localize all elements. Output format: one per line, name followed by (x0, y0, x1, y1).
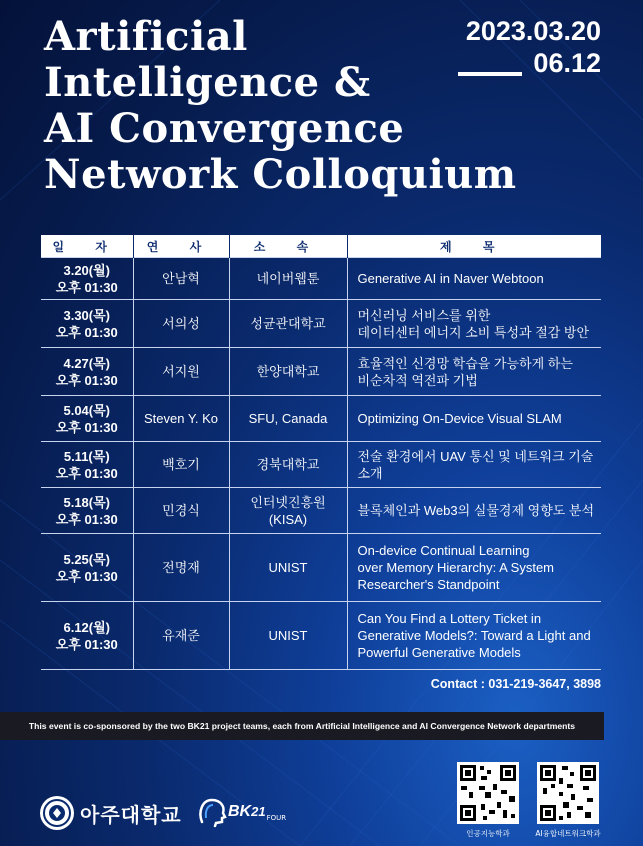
affiliation-name: 성균관대학교 (250, 316, 326, 331)
session-date: 5.04(목) (63, 402, 111, 418)
affiliation-name: UNIST (268, 560, 308, 575)
end-date: 06.12 (533, 48, 601, 78)
affiliation-name: 인터넷진흥원(KISA) (250, 494, 326, 527)
table-row (41, 258, 601, 300)
topic-cell (347, 534, 601, 602)
table-row (41, 348, 601, 396)
topic-line: Generative Models?: Toward a Light and (357, 628, 591, 643)
session-time: 오후 01:30 (55, 279, 118, 295)
date-cell (41, 300, 133, 348)
session-time: 오후 01:30 (55, 324, 118, 340)
bk21-four-logo (196, 796, 286, 828)
table-row (41, 488, 601, 534)
speaker-cell (133, 488, 229, 534)
date-cell (41, 602, 133, 670)
session-time: 오후 01:30 (55, 372, 118, 388)
topic-cell (347, 396, 601, 442)
topic-cell (347, 258, 601, 300)
affiliation-cell (229, 348, 347, 396)
qr-icon (537, 762, 599, 824)
qr-caption: 인공지능학과 (466, 829, 510, 838)
speaker-name: 백호기 (162, 457, 200, 472)
schedule-table (41, 235, 601, 670)
topic-line: over Memory Hierarchy: A System (357, 560, 554, 575)
affiliation-name: 한양대학교 (256, 364, 320, 379)
speaker-name: 전명재 (162, 560, 200, 575)
topic-cell (347, 442, 601, 488)
contact-info: Contact : 031-219-3647, 3898 (430, 677, 601, 691)
date-cell (41, 488, 133, 534)
topic-line: Researcher's Standpoint (357, 577, 500, 592)
affiliation-cell (229, 602, 347, 670)
speaker-name: 유재준 (162, 628, 200, 643)
date-cell (41, 534, 133, 602)
speaker-name: 안남혁 (162, 271, 200, 286)
affiliation-name: 네이버웹툰 (256, 271, 320, 286)
topic-cell (347, 488, 601, 534)
session-time: 오후 01:30 (55, 636, 118, 652)
date-cell (41, 258, 133, 300)
head-profile-icon (196, 796, 228, 828)
bk-four-label: FOUR (266, 814, 287, 822)
start-date: 2023.03.20 (465, 16, 601, 46)
session-time: 오후 01:30 (55, 419, 118, 435)
affiliation-name: UNIST (268, 628, 308, 643)
topic-line: Optimizing On-Device Visual SLAM (357, 411, 562, 426)
topic-line: Powerful Generative Models (357, 645, 521, 660)
affiliation-cell (229, 300, 347, 348)
qr-icon (457, 762, 519, 824)
topic-cell (347, 602, 601, 670)
affiliation-cell (229, 396, 347, 442)
qr-code-ai-network-department[interactable] (537, 762, 599, 824)
session-date: 5.25(목) (63, 551, 111, 567)
topic-line: 블록체인과 Web3의 실물경제 영향도 분석 (357, 503, 595, 518)
cosponsor-banner (0, 712, 604, 740)
topic-line: 머신러닝 서비스를 위한 (357, 307, 491, 323)
table-row (41, 442, 601, 488)
title-line: AI Convergence (44, 105, 405, 152)
session-date: 4.27(목) (63, 355, 111, 371)
session-time: 오후 01:30 (55, 568, 118, 584)
topic-cell (347, 300, 601, 348)
affiliation-cell (229, 442, 347, 488)
speaker-cell (133, 534, 229, 602)
qr-code-ai-department[interactable] (457, 762, 519, 824)
affiliation-cell (229, 534, 347, 602)
title-line: Intelligence & (44, 59, 371, 106)
table-header-row (41, 235, 601, 258)
date-cell (41, 442, 133, 488)
title-line: Artificial (44, 13, 248, 60)
speaker-cell (133, 396, 229, 442)
topic-line: On-device Continual Learning (357, 543, 530, 558)
topic-line: 데이터센터 에너지 소비 특성과 절감 방안 (357, 324, 590, 340)
col-header-date: 일 자 (41, 235, 133, 258)
affiliation-name: 경북대학교 (256, 457, 320, 472)
speaker-name: 서지원 (162, 364, 200, 379)
session-date: 5.18(목) (63, 494, 111, 510)
col-header-affiliation: 소 속 (229, 235, 347, 258)
page-title (44, 14, 517, 198)
topic-cell (347, 348, 601, 396)
qr-caption: AI융합네트워크학과 (535, 829, 601, 838)
topic-line: Can You Find a Lottery Ticket in (357, 611, 542, 626)
cosponsor-note: This event is co-sponsored by the two BK21 project teams, each from Artificial Intelligence and AI Convergence Network departments (28, 721, 576, 731)
speaker-name: 서의성 (162, 316, 200, 331)
speaker-cell (133, 442, 229, 488)
affiliation-cell (229, 488, 347, 534)
topic-line: 전술 환경에서 UAV 통신 및 네트워크 기술 소개 (357, 448, 594, 481)
bk-label: BK21 (228, 803, 266, 820)
university-seal-icon (40, 796, 74, 830)
affiliation-cell (229, 258, 347, 300)
session-date: 5.11(목) (63, 448, 110, 464)
session-date: 3.30(목) (63, 307, 111, 323)
table-row (41, 300, 601, 348)
topic-line: 비순차적 역전파 기법 (357, 372, 478, 388)
session-date: 3.20(월) (63, 262, 111, 278)
speaker-cell (133, 348, 229, 396)
university-name: 아주대학교 (80, 802, 182, 827)
date-range-dash (458, 72, 522, 76)
session-date: 6.12(월) (63, 619, 111, 635)
speaker-name: Steven Y. Ko (144, 411, 218, 426)
speaker-cell (133, 602, 229, 670)
table-row (41, 602, 601, 670)
speaker-cell (133, 300, 229, 348)
ajou-university-logo (40, 796, 182, 830)
date-cell (41, 396, 133, 442)
date-cell (41, 348, 133, 396)
table-row (41, 534, 601, 602)
title-line: Network Colloquium (44, 151, 517, 198)
col-header-topic: 제 목 (347, 235, 601, 258)
session-time: 오후 01:30 (55, 465, 118, 481)
affiliation-name: SFU, Canada (248, 411, 328, 426)
topic-line: Generative AI in Naver Webtoon (357, 271, 544, 286)
session-time: 오후 01:30 (55, 511, 118, 527)
table-row (41, 396, 601, 442)
col-header-speaker: 연 사 (133, 235, 229, 258)
speaker-name: 민경식 (162, 503, 200, 518)
speaker-cell (133, 258, 229, 300)
topic-line: 효율적인 신경망 학습을 가능하게 하는 (357, 355, 573, 371)
